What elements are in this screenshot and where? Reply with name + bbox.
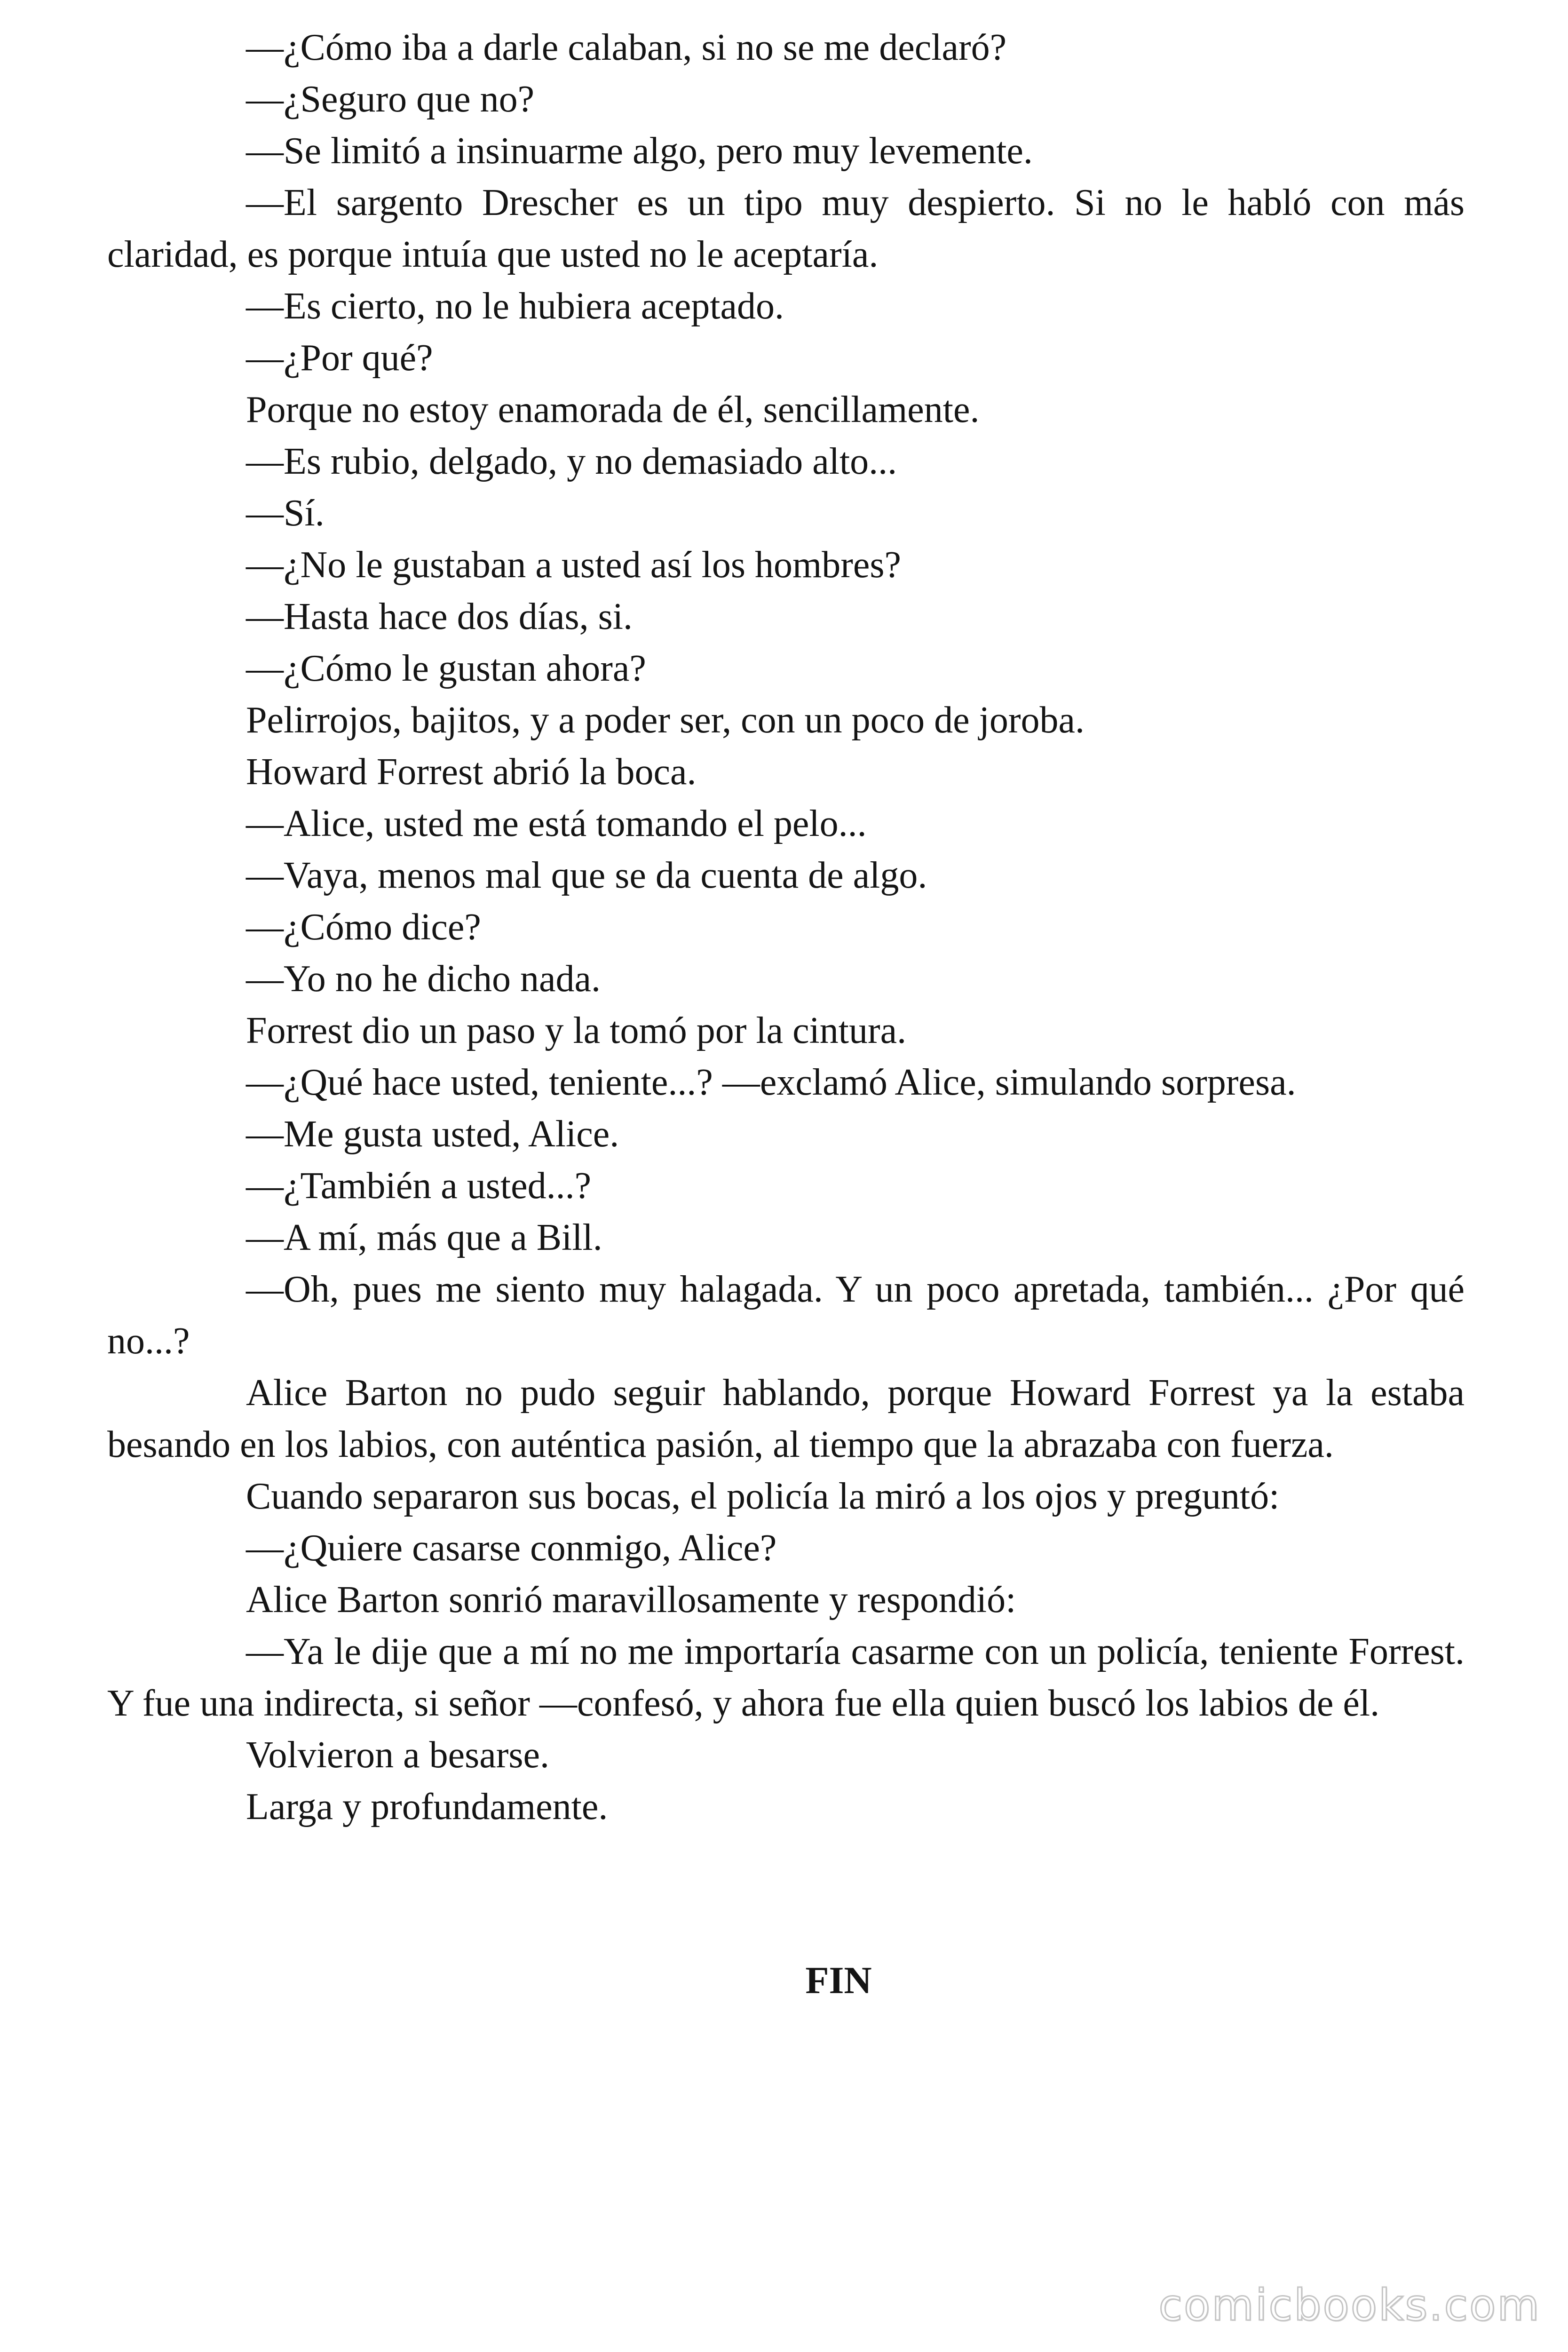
paragraph: Volvieron a besarse. — [246, 1734, 549, 1776]
paragraph: —A mí, más que a Bill. — [246, 1217, 602, 1258]
paragraph: —¿Seguro que no? — [246, 79, 535, 120]
paragraph: —Es rubio, delgado, y no demasiado alto... — [246, 441, 897, 482]
paragraph: —¿Cómo dice? — [246, 906, 481, 948]
paragraph: —¿No le gustaban a usted así los hombres? — [246, 544, 902, 586]
paragraph: Larga y profundamente. — [246, 1786, 608, 1828]
story-text — [107, 22, 1465, 1833]
paragraph: Cuando separaron sus bocas, el policía la miró a los ojos y preguntó: — [246, 1476, 1280, 1517]
paragraph: —¿También a usted...? — [246, 1165, 592, 1207]
paragraph: —Oh, pues me siento muy halagada. Y un poco apretada, también... ¿Por qué no...? — [107, 1269, 1465, 1362]
ending-label: FIN — [805, 1959, 872, 2002]
paragraph: —Alice, usted me está tomando el pelo... — [246, 803, 867, 844]
paragraph: Pelirrojos, bajitos, y a poder ser, con un poco de joroba. — [246, 699, 1085, 741]
paragraph: —Se limitó a insinuarme algo, pero muy levemente. — [246, 130, 1033, 172]
paragraph: —Vaya, menos mal que se da cuenta de algo. — [246, 855, 927, 896]
paragraph: Alice Barton no pudo seguir hablando, porque Howard Forrest ya la estaba besando en los labios, con auténtica pasión, al tiempo que la abrazaba con fuerza. — [107, 1372, 1465, 1465]
paragraph: —El sargento Drescher es un tipo muy despierto. Si no le habló con más claridad, es porque intuía que usted no le aceptaría. — [107, 182, 1465, 275]
paragraph: Alice Barton sonrió maravillosamente y respondió: — [246, 1579, 1016, 1621]
paragraph: —Hasta hace dos días, si. — [246, 596, 633, 637]
paragraph: —¿Qué hace usted, teniente...? —exclamó Alice, simulando sorpresa. — [246, 1062, 1296, 1103]
paragraph: —¿Cómo iba a darle calaban, si no se me declaró? — [246, 27, 1007, 68]
watermark: comicbooks.com — [1158, 2280, 1541, 2330]
paragraph: —Ya le dije que a mí no me importaría casarme con un policía, teniente Forrest. Y fue una indirecta, si señor —confesó, y ahora fue ella quien buscó los labios de él. — [107, 1631, 1465, 1724]
paragraph: —Yo no he dicho nada. — [246, 958, 601, 1000]
paragraph: Forrest dio un paso y la tomó por la cintura. — [246, 1010, 907, 1051]
paragraph: Porque no estoy enamorada de él, sencillamente. — [246, 389, 980, 430]
paragraph: —¿Cómo le gustan ahora? — [246, 648, 646, 689]
paragraph: —Sí. — [246, 493, 325, 534]
paragraph: Howard Forrest abrió la boca. — [246, 751, 697, 793]
paragraph: —Me gusta usted, Alice. — [246, 1113, 619, 1155]
paragraph: —¿Por qué? — [246, 337, 433, 379]
paragraph: —Es cierto, no le hubiera aceptado. — [246, 286, 784, 327]
paragraph: —¿Quiere casarse conmigo, Alice? — [246, 1527, 777, 1569]
